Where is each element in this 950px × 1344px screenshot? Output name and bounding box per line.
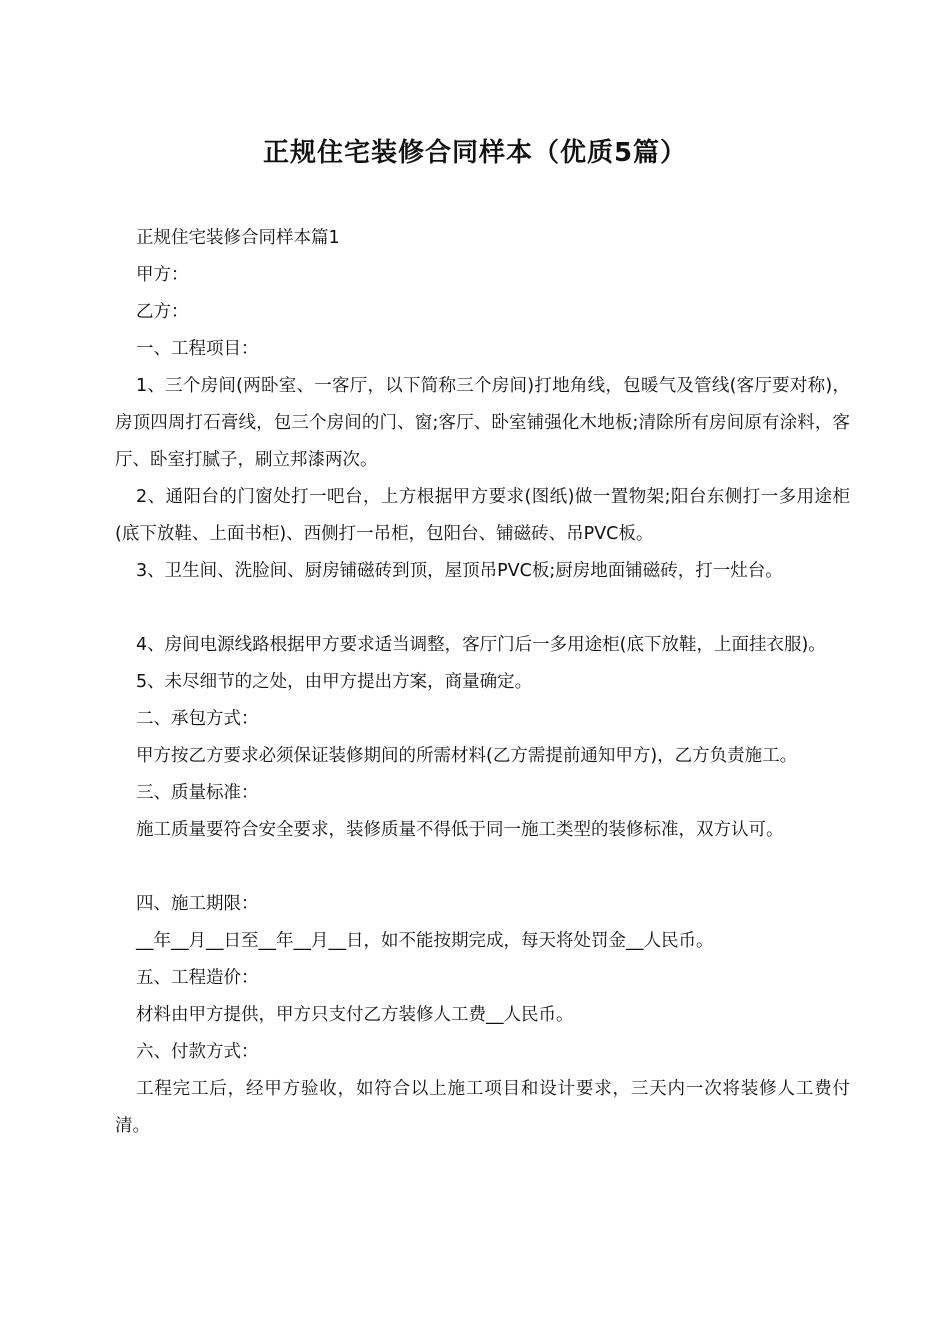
project-item-4: 4、房间电源线路根据甲方要求适当调整，客厅门后一多用途柜(底下放鞋，上面挂衣服)。 (136, 635, 826, 655)
contract-method-text: 甲方按乙方要求必须保证装修期间的所需材料(乙方需提前通知甲方)，乙方负责施工。 (136, 746, 798, 766)
clause-heading-quality: 三、质量标准： (136, 783, 259, 803)
section-heading-article-1: 正规住宅装修合同样本篇1 (136, 228, 340, 248)
clause-heading-contract-method: 二、承包方式： (136, 709, 259, 729)
cost-text: 材料由甲方提供，甲方只支付乙方装修人工费__人民币。 (136, 1005, 574, 1025)
document-body (115, 220, 850, 1145)
project-item-5: 5、未尽细节的之处，由甲方提出方案，商量确定。 (136, 672, 533, 692)
project-item-2: 2、通阳台的门窗处打一吧台，上方根据甲方要求(图纸)做一置物架;阳台东侧打一多用途柜(底下放鞋、上面书柜)、西侧打一吊柜，包阳台、铺磁砖、吊PVC板。 (115, 487, 850, 544)
clause-heading-project: 一、工程项目： (136, 339, 259, 359)
payment-text: 工程完工后，经甲方验收，如符合以上施工项目和设计要求，三天内一次将装修人工费付清。 (115, 1079, 850, 1136)
project-item-1: 1、三个房间(两卧室、一客厅，以下简称三个房间)打地角线，包暖气及管线(客厅要对称)，房顶四周打石膏线，包三个房间的门、窗;客厅、卧室铺强化木地板;清除所有房间原有涂料，客厅、卧室打腻子，刷立邦漆两次。 (115, 376, 850, 470)
period-text: __年__月__日至__年__月__日，如不能按期完成，每天将处罚金__人民币。 (136, 931, 714, 951)
party-a-line: 甲方： (136, 265, 189, 285)
party-b-line: 乙方： (136, 302, 189, 322)
project-item-3: 3、卫生间、洗脸间、厨房铺磁砖到顶，屋顶吊PVC板;厨房地面铺磁砖，打一灶台。 (136, 561, 783, 581)
quality-text: 施工质量要符合安全要求，装修质量不得低于同一施工类型的装修标准，双方认可。 (136, 820, 784, 840)
clause-heading-payment: 六、付款方式： (136, 1042, 259, 1062)
clause-heading-cost: 五、工程造价： (136, 968, 259, 988)
clause-heading-period: 四、施工期限： (136, 894, 259, 914)
document-title: 正规住宅装修合同样本（优质5篇） (262, 138, 688, 168)
